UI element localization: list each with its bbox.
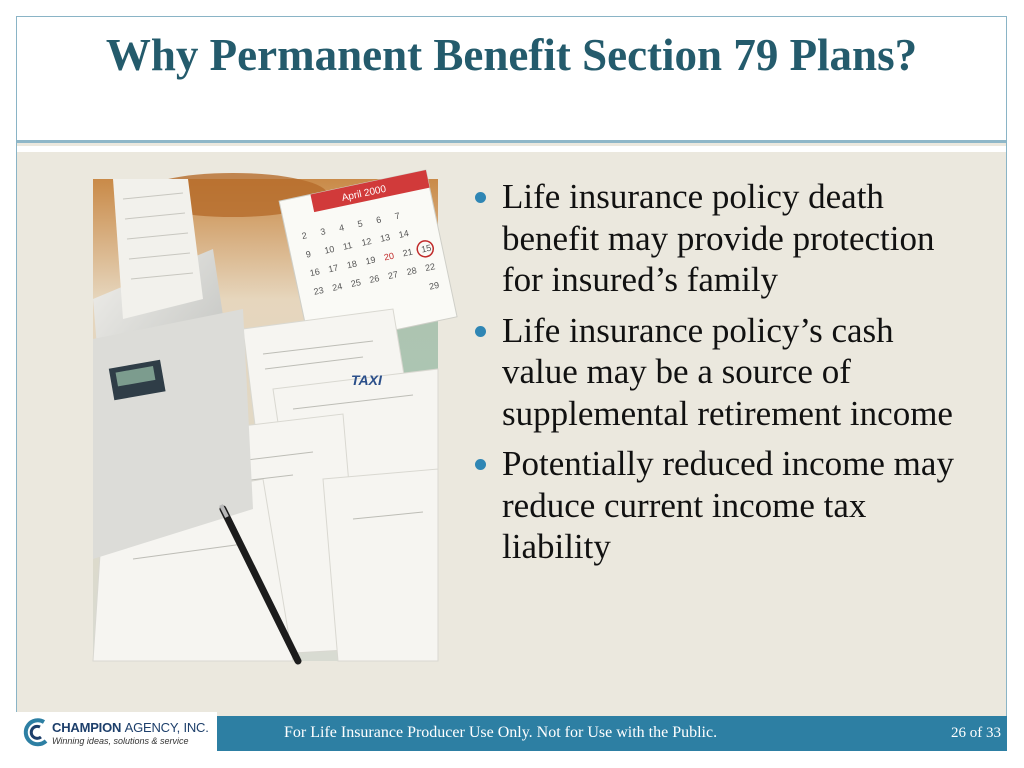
bullet-list bbox=[472, 176, 977, 577]
calendar-number: 22 bbox=[424, 261, 437, 274]
slide-page-number: 26 of 33 bbox=[951, 725, 1001, 741]
footer-bar bbox=[217, 716, 1007, 751]
bullet-dot-icon bbox=[475, 192, 486, 203]
slide-title: Why Permanent Benefit Section 79 Plans? bbox=[105, 30, 918, 80]
bullet-text: Potentially reduced income may reduce current income tax liability bbox=[502, 444, 954, 566]
calendar-number: 27 bbox=[387, 269, 399, 282]
bullet-dot-icon bbox=[475, 459, 486, 470]
calendar-number: 3 bbox=[319, 226, 327, 238]
calendar-number: 10 bbox=[323, 243, 336, 256]
calendar-number: 18 bbox=[345, 258, 358, 271]
bullet-item bbox=[472, 310, 977, 435]
title-divider bbox=[17, 140, 1006, 143]
logo-tagline: Winning ideas, solutions & service bbox=[52, 736, 189, 746]
title-divider-light bbox=[17, 146, 1006, 152]
calendar-number: 4 bbox=[338, 222, 346, 234]
calendar-number: 17 bbox=[327, 262, 340, 275]
calendar-number: 9 bbox=[304, 248, 312, 260]
calendar-number: 12 bbox=[360, 235, 373, 248]
calendar-number: 29 bbox=[428, 279, 441, 292]
logo-brand: CHAMPION bbox=[52, 720, 122, 735]
calendar-number: 24 bbox=[331, 281, 344, 293]
footer-disclaimer: For Life Insurance Producer Use Only. Not for Use with the Public. bbox=[284, 724, 718, 741]
calendar-number: 5 bbox=[356, 218, 364, 230]
logo-brand-suffix: AGENCY, INC. bbox=[124, 720, 209, 735]
finance-desk-photo bbox=[93, 179, 441, 661]
calendar-number: 25 bbox=[349, 277, 362, 289]
calendar-number: 13 bbox=[379, 232, 392, 244]
calendar-number: 21 bbox=[401, 246, 414, 259]
calendar-number: 26 bbox=[368, 273, 381, 285]
calendar-number: 6 bbox=[375, 214, 383, 226]
calendar-number: 15 bbox=[420, 242, 433, 255]
calendar-number: 14 bbox=[397, 228, 410, 240]
calendar-number: 23 bbox=[312, 284, 325, 297]
calendar-number: 20 bbox=[383, 250, 396, 263]
calendar-number: 2 bbox=[300, 230, 308, 242]
calendar-number: 7 bbox=[393, 210, 401, 222]
calendar-number: 28 bbox=[405, 265, 418, 278]
calendar-number: 16 bbox=[308, 266, 321, 279]
bullet-text: Life insurance policy’s cash value may be a source of supplemental retirement income bbox=[502, 310, 953, 433]
bullet-item bbox=[472, 443, 977, 568]
bullet-dot-icon bbox=[475, 326, 486, 337]
title-panel bbox=[17, 17, 1006, 142]
logo-wordmark bbox=[52, 720, 209, 735]
calendar-number: 11 bbox=[342, 240, 354, 252]
calendar-number: 19 bbox=[364, 254, 377, 267]
swirl-logo-icon bbox=[22, 717, 50, 747]
bullet-text: Life insurance policy death benefit may provide protection for insured’s family bbox=[502, 177, 935, 299]
taxi-receipt-label: TAXI bbox=[351, 372, 382, 388]
calendar-month-label: April 2000 bbox=[340, 183, 388, 204]
company-logo bbox=[16, 712, 217, 752]
bullet-item bbox=[472, 176, 977, 301]
